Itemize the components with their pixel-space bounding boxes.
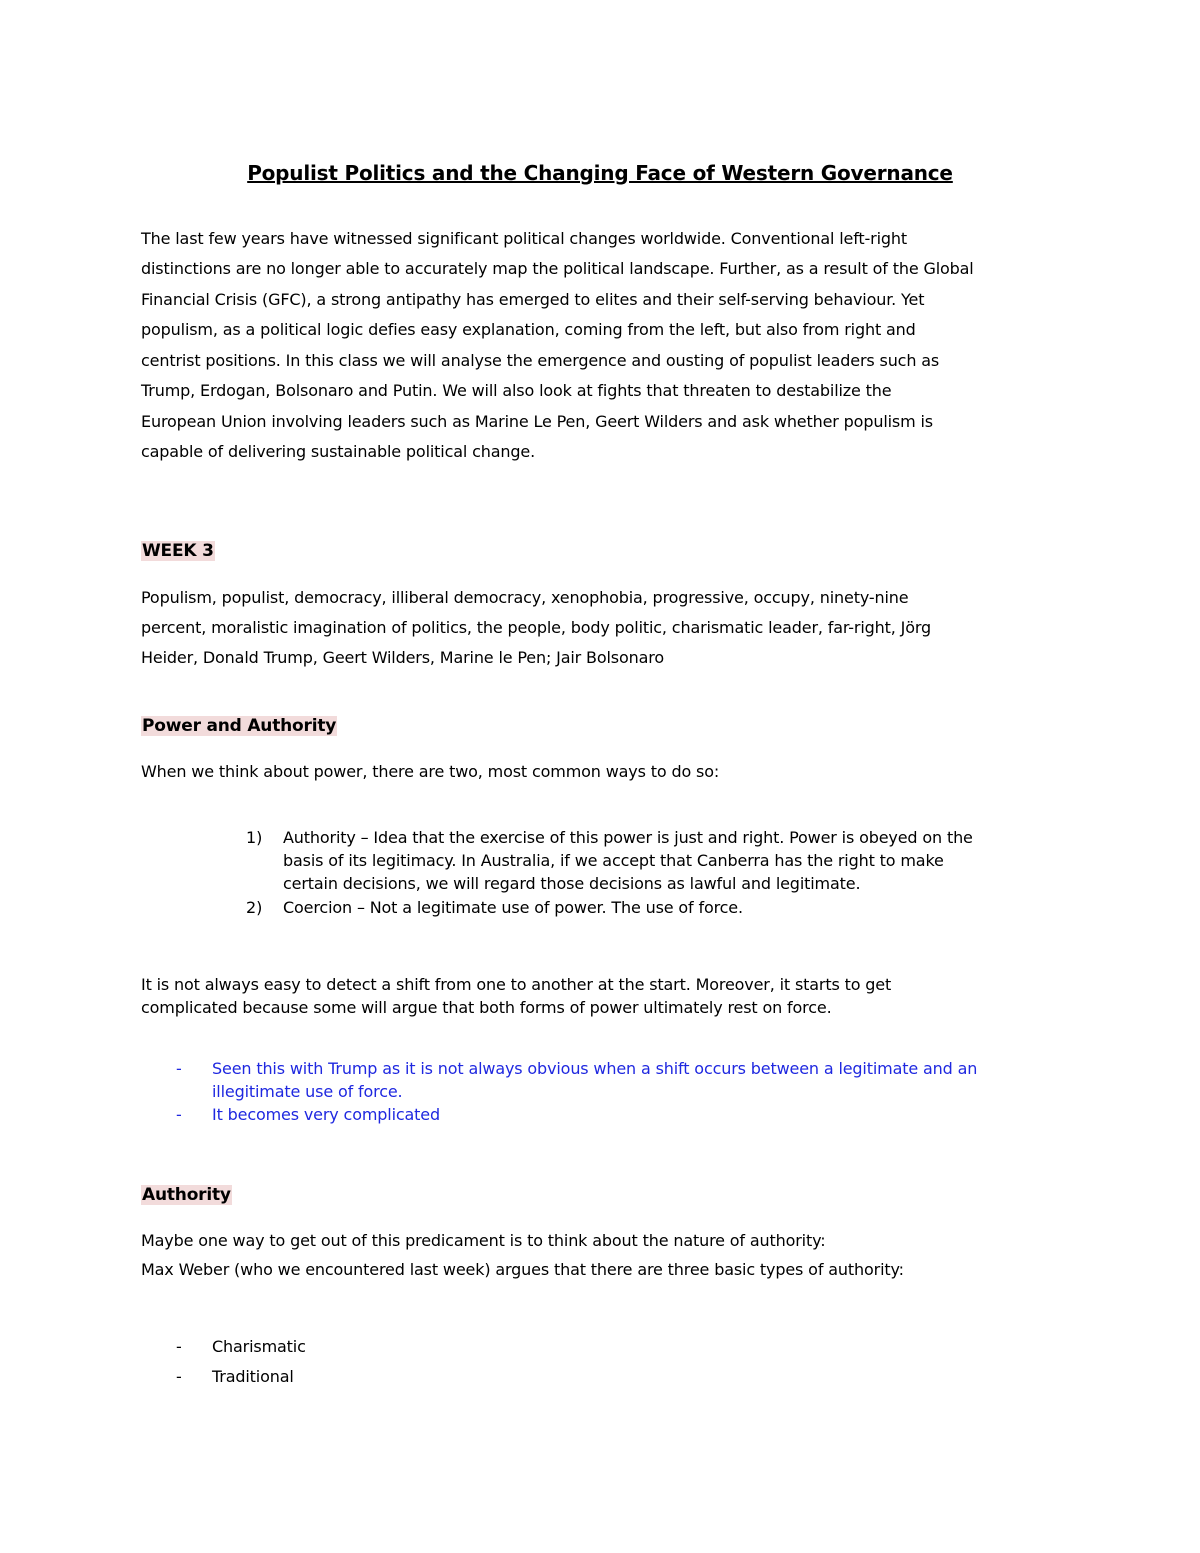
list-item-line: Authority – Idea that the exercise of this power is just and right. Power is obeyed on the <box>283 828 973 847</box>
authority-type: Charismatic <box>212 1337 306 1356</box>
intro-line: Trump, Erdogan, Bolsonaro and Putin. We will also look at fights that threaten to destabilize the <box>141 381 892 400</box>
bullet-marker: - <box>176 1337 182 1356</box>
list-item-line: certain decisions, we will regard those decisions as lawful and legitimate. <box>283 874 861 893</box>
bullet-line: It becomes very complicated <box>212 1105 441 1124</box>
power-intro: When we think about power, there are two, most common ways to do so: <box>141 762 720 781</box>
power-paragraph-line: It is not always easy to detect a shift from one to another at the start. Moreover, it starts to get <box>141 975 892 994</box>
intro-line: populism, as a political logic defies easy explanation, coming from the left, but also from right and <box>141 320 916 339</box>
list-item-line: Coercion – Not a legitimate use of power. The use of force. <box>283 898 743 917</box>
intro-line: European Union involving leaders such as Marine Le Pen, Geert Wilders and ask whether populism is <box>141 412 933 431</box>
power-paragraph-line: complicated because some will argue that both forms of power ultimately rest on force. <box>141 998 832 1017</box>
authority-type: Traditional <box>212 1367 294 1386</box>
authority-heading: Authority <box>142 1185 231 1205</box>
keyword-line: percent, moralistic imagination of politics, the people, body politic, charismatic leader, far-right, Jörg <box>141 618 931 637</box>
keyword-line: Populism, populist, democracy, illiberal democracy, xenophobia, progressive, occupy, ninety-nine <box>141 588 909 607</box>
intro-line: capable of delivering sustainable political change. <box>141 442 536 461</box>
authority-line: Max Weber (who we encountered last week) argues that there are three basic types of authority: <box>141 1260 904 1279</box>
authority-line: Maybe one way to get out of this predicament is to think about the nature of authority: <box>141 1231 826 1250</box>
intro-line: Financial Crisis (GFC), a strong antipathy has emerged to elites and their self-serving behaviour. Yet <box>141 290 925 309</box>
document-title: Populist Politics and the Changing Face of Western Governance <box>247 161 953 185</box>
intro-line: The last few years have witnessed significant political changes worldwide. Conventional left-right <box>141 229 908 248</box>
bullet-marker: - <box>176 1367 182 1386</box>
intro-line: distinctions are no longer able to accurately map the political landscape. Further, as a result of the Global <box>141 259 974 278</box>
intro-line: centrist positions. In this class we will analyse the emergence and ousting of populist leaders such as <box>141 351 940 370</box>
list-item-line: basis of its legitimacy. In Australia, if we accept that Canberra has the right to make <box>283 851 944 870</box>
power-authority-heading: Power and Authority <box>142 716 337 736</box>
bullet-line: illegitimate use of force. <box>212 1082 403 1101</box>
keyword-line: Heider, Donald Trump, Geert Wilders, Marine le Pen; Jair Bolsonaro <box>141 648 664 667</box>
list-number: 2) <box>246 898 263 917</box>
week-heading: WEEK 3 <box>142 541 214 561</box>
list-number: 1) <box>246 828 263 847</box>
bullet-marker: - <box>176 1059 182 1078</box>
bullet-marker: - <box>176 1105 182 1124</box>
bullet-line: Seen this with Trump as it is not always obvious when a shift occurs between a legitimate and an <box>212 1059 978 1078</box>
